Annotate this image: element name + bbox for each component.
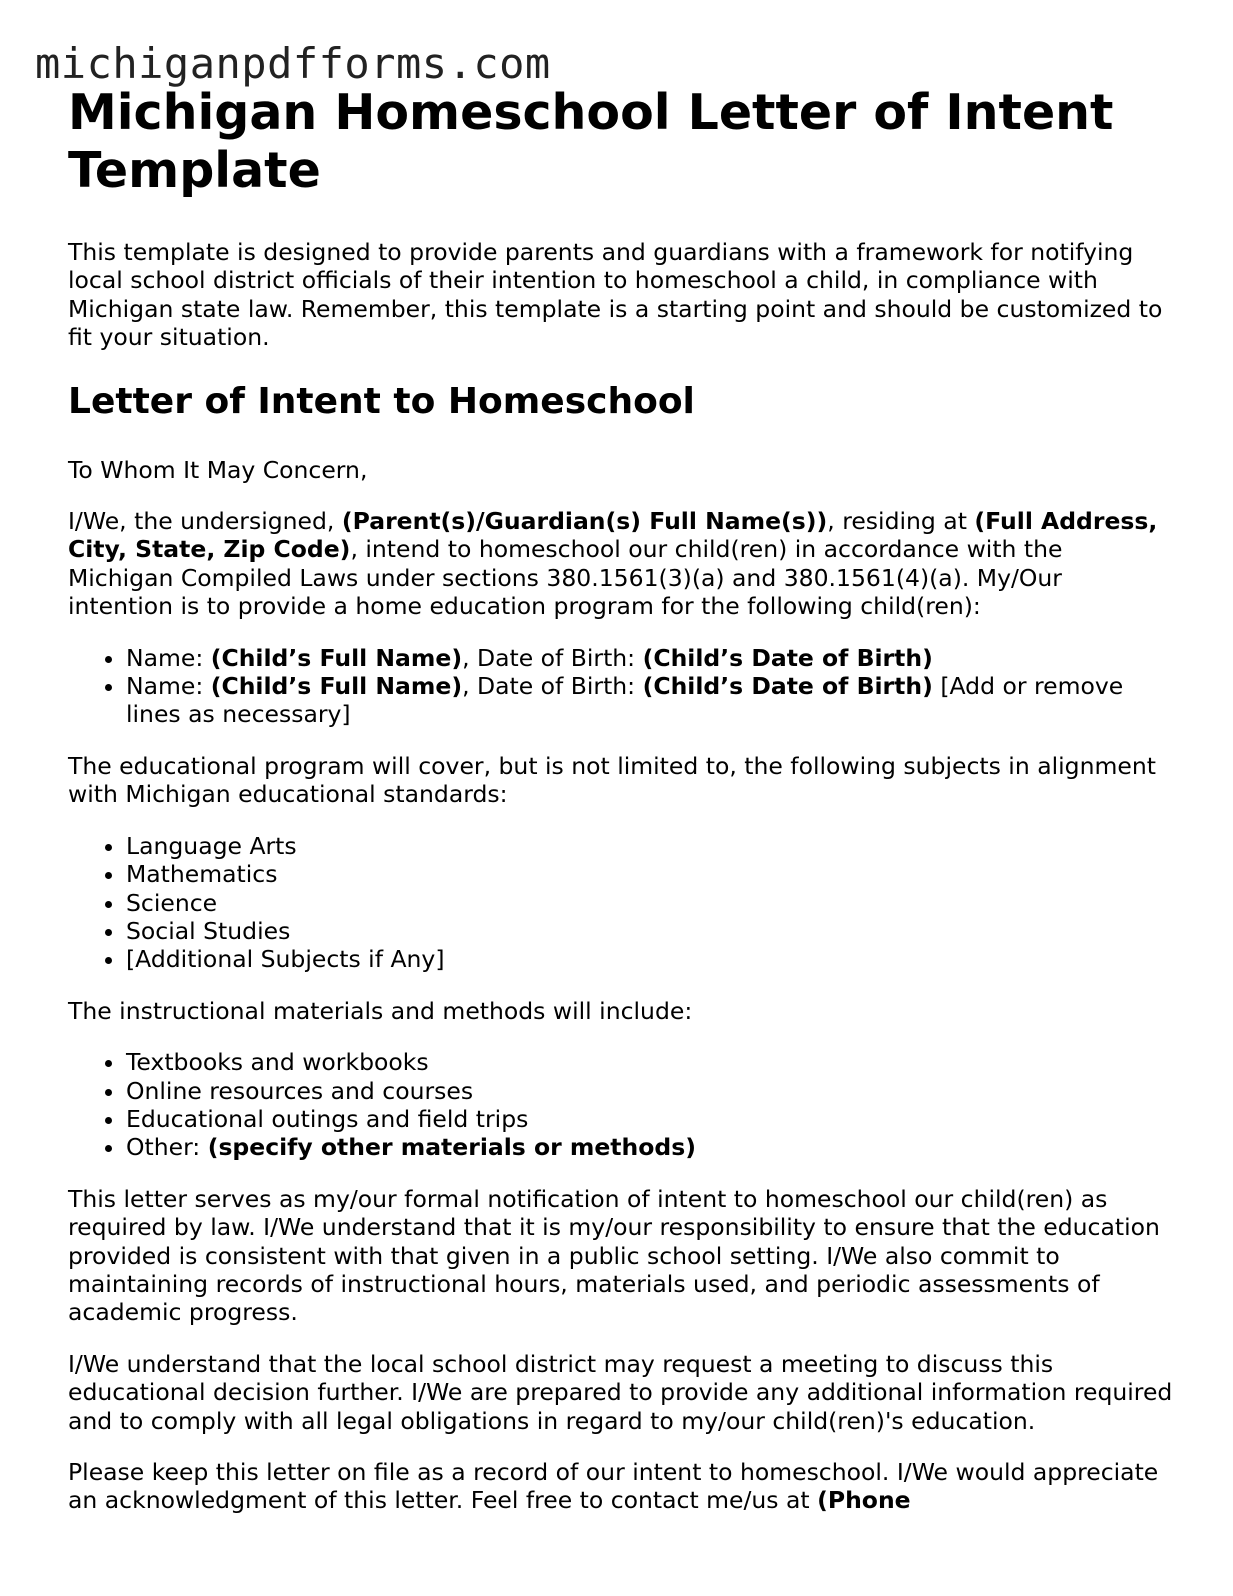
notification-paragraph: This letter serves as my/our formal notification of intent to homeschool our child(ren) as required by law. I/We understand that it is my/our responsibility to ensure that the education provided is consistent with that given in a public school setting. I/We also commit to maintaining records of instructional hours, materials used, and periodic assessments of academic progress. [68, 1184, 1160, 1327]
material-item: • Online resources and courses [126, 1077, 1173, 1105]
site-watermark: michiganpdfforms.com [35, 39, 551, 88]
subject-item: • Language Arts [126, 832, 1173, 860]
intent-text-2: , residing at [827, 507, 975, 536]
child-name-label: Name: [126, 672, 211, 701]
child-name-placeholder: (Child’s Full Name) [210, 672, 463, 701]
other-materials-placeholder: (specify other materials or methods) [207, 1133, 696, 1162]
child-item-1 [126, 644, 1173, 672]
phone-placeholder: (Phone [817, 1486, 911, 1515]
document-body [68, 84, 1173, 1515]
material-item: • Textbooks and workbooks [126, 1048, 1173, 1076]
materials-intro: The instructional materials and methods will include: [68, 996, 693, 1025]
other-label: Other: [126, 1133, 208, 1162]
intent-paragraph [68, 507, 1173, 621]
document-title: Michigan Homeschool Letter of Intent Template [68, 84, 1114, 199]
materials-list [68, 1048, 1173, 1162]
subject-item: • Science [126, 889, 1173, 917]
children-list [68, 644, 1173, 729]
intro-paragraph: This template is designed to provide parents and guardians with a framework for notifying local school district officials of their intention to homeschool a child, in compliance with Michigan state law. Remember, this template is a starting point and should be customized to fit your situation. [68, 238, 1163, 352]
intent-text-3: , intend to homeschool our child(ren) in accordance with the Michigan Compiled Laws under sections 380.1561(3)(a) and 380.1561(4)(a). My/Our intention is to provide a home education program for the following child(ren): [68, 535, 1063, 621]
child-name-placeholder: (Child’s Full Name) [210, 643, 463, 672]
child-note: [Add or remove lines as necessary] [126, 672, 1124, 729]
material-item-other [126, 1133, 1173, 1161]
child-name-label: Name: [126, 643, 211, 672]
subject-item: • Mathematics [126, 860, 1173, 888]
child-dob-label: , Date of Birth: [462, 643, 643, 672]
salutation: To Whom It May Concern, [68, 455, 368, 484]
subject-item: • [Additional Subjects if Any] [126, 945, 1173, 973]
subjects-intro: The educational program will cover, but is not limited to, the following subjects in alignment with Michigan educational standards: [68, 751, 1156, 809]
subjects-list [68, 832, 1173, 974]
material-item: • Educational outings and field trips [126, 1105, 1173, 1133]
letter-heading: Letter of Intent to Homeschool [68, 380, 695, 422]
parent-name-placeholder: (Parent(s)/Guardian(s) Full Name(s)) [341, 507, 828, 536]
file-text: Please keep this letter on file as a record of our intent to homeschool. I/We would appreciate an acknowledgment of this letter. Feel free to contact me/us at [68, 1458, 1159, 1515]
file-paragraph [68, 1458, 1173, 1515]
child-dob-placeholder: (Child’s Date of Birth) [642, 643, 933, 672]
address-placeholder: (Full Address, City, State, Zip Code) [68, 507, 1158, 564]
child-dob-label: , Date of Birth: [462, 672, 643, 701]
subject-item: • Social Studies [126, 917, 1173, 945]
child-dob-placeholder: (Child’s Date of Birth) [642, 672, 933, 701]
meeting-paragraph: I/We understand that the local school district may request a meeting to discuss this educational decision further. I/We are prepared to provide any additional information required and to comply with all legal obligations in regard to my/our child(ren)'s education. [68, 1349, 1173, 1435]
child-item-2 [126, 672, 1173, 729]
intent-text-1: I/We, the undersigned, [68, 507, 342, 536]
